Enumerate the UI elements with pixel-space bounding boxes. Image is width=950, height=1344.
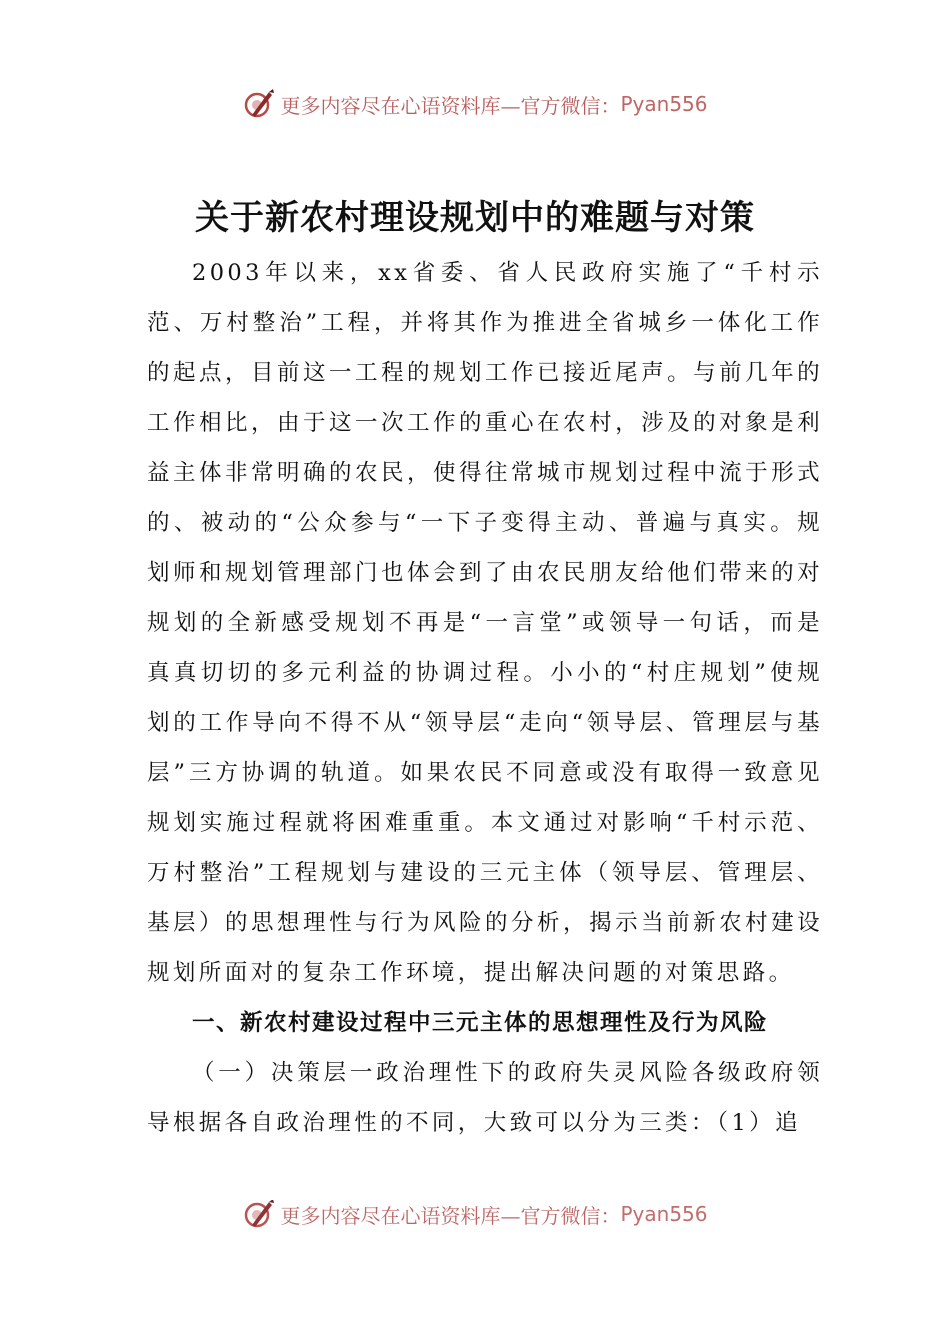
intro-paragraph: 2003年以来，xx省委、省人民政府实施了“千村示范、万村整治”工程，并将其作为推进全省城乡一体化工作的起点，目前这一工程的规划工作已接近尾声。与前几年的工作相比，由于这一次工作的重心在农村，涉及的对象是利益主体非常明确的农民，使得往常城市规划过程中流于形式的、被动的“公众参与“一下子变得主动、普遍与真实。规划师和规划管理部门也体会到了由农民朋友给他们带来的对规划的全新感受规划不再是“一言堂”或领导一句话，而是真真切切的多元利益的协调过程。小小的“村庄规划”使规划的工作导向不得不从“领导层“走向“领导层、管理层与基层”三方协调的轨道。如果农民不同意或没有取得一致意见规划实施过程就将困难重重。本文通过对影响“千村示范、万村整治”工程规划与建设的三元主体（领导层、管理层、基层）的思想理性与行为风险的分析，揭示当前新农村建设规划所面对的复杂工作环境，提出解决问题的对策思路。 [147, 260, 823, 986]
pen-logo-icon [242, 87, 276, 121]
watermark-text: 更多内容尽在心语资料库—官方微信： [280, 1203, 621, 1228]
watermark-wechat-id: Pyan556 [620, 92, 708, 116]
section-heading: 一、新农村建设过程中三元主体的思想理性及行为风险 [192, 1010, 769, 1036]
watermark-wechat-id: Pyan556 [620, 1202, 708, 1226]
section-paragraph: （一）决策层一政治理性下的政府失灵风险各级政府领导根据各自政治理性的不同，大致可以分为三类：（1）追 [147, 1060, 823, 1136]
document-title: 关于新农村理设规划中的难题与对策 [195, 198, 755, 238]
header-watermark [0, 82, 950, 126]
watermark-text: 更多内容尽在心语资料库—官方微信： [280, 93, 621, 118]
footer-watermark [0, 1200, 950, 1240]
pen-logo-icon [242, 1200, 276, 1231]
document-body [147, 248, 823, 1148]
